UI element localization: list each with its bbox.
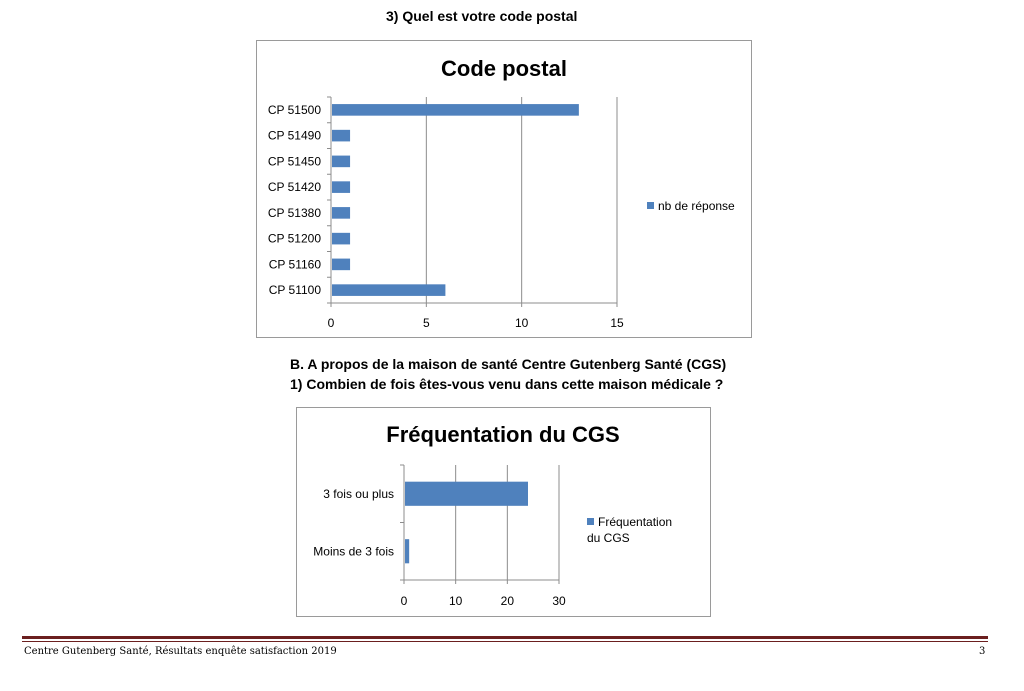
category-label: CP 51450 (267, 154, 321, 169)
category-label: CP 51380 (267, 205, 321, 220)
legend-label: Fréquentation du CGS (587, 515, 673, 545)
bar (332, 181, 350, 193)
page-number: 3 (979, 646, 986, 657)
x-tick-label: 15 (610, 316, 624, 330)
bar (332, 130, 350, 142)
footer-rule-thin (22, 641, 988, 642)
legend-swatch (587, 518, 594, 525)
category-label: CP 51500 (267, 102, 321, 117)
category-label: CP 51420 (267, 180, 321, 195)
footer-rule (22, 636, 988, 639)
bar (332, 284, 445, 296)
question-1-heading: 1) Combien de fois êtes-vous venu dans cette maison médicale ? (290, 376, 724, 392)
bar (332, 207, 350, 219)
category-label: CP 51100 (268, 283, 321, 298)
x-tick-label: 0 (400, 594, 408, 608)
frequentation-chart-svg (297, 408, 710, 616)
section-3-heading: 3) Quel est votre code postal (386, 8, 578, 24)
bar (405, 482, 528, 506)
section-b-heading: B. A propos de la maison de santé Centre Gutenberg Santé (CGS) (290, 356, 727, 372)
x-tick-label: 5 (422, 316, 430, 330)
x-tick-label: 30 (552, 594, 566, 608)
chart-title: Code postal (441, 56, 567, 81)
x-tick-label: 20 (500, 594, 515, 608)
x-tick-label: 0 (327, 316, 335, 330)
bar (332, 233, 350, 245)
bar (332, 156, 350, 168)
category-label: Moins de 3 fois (313, 544, 394, 559)
category-label: CP 51490 (267, 128, 321, 143)
x-tick-label: 10 (448, 594, 463, 608)
frequentation-chart (296, 407, 711, 617)
bar (332, 104, 579, 116)
legend-swatch (647, 202, 654, 209)
category-label: CP 51160 (268, 257, 321, 272)
chart-title: Fréquentation du CGS (386, 422, 620, 447)
footer-label: Centre Gutenberg Santé, Résultats enquête satisfaction 2019 (24, 646, 337, 657)
postal-code-chart-svg (257, 41, 751, 337)
x-tick-label: 10 (514, 316, 529, 330)
bar (332, 259, 350, 271)
category-label: 3 fois ou plus (323, 486, 394, 501)
category-label: CP 51200 (267, 231, 321, 246)
legend-label: nb de réponse (658, 199, 735, 213)
postal-code-chart (256, 40, 752, 338)
bar (405, 539, 409, 563)
